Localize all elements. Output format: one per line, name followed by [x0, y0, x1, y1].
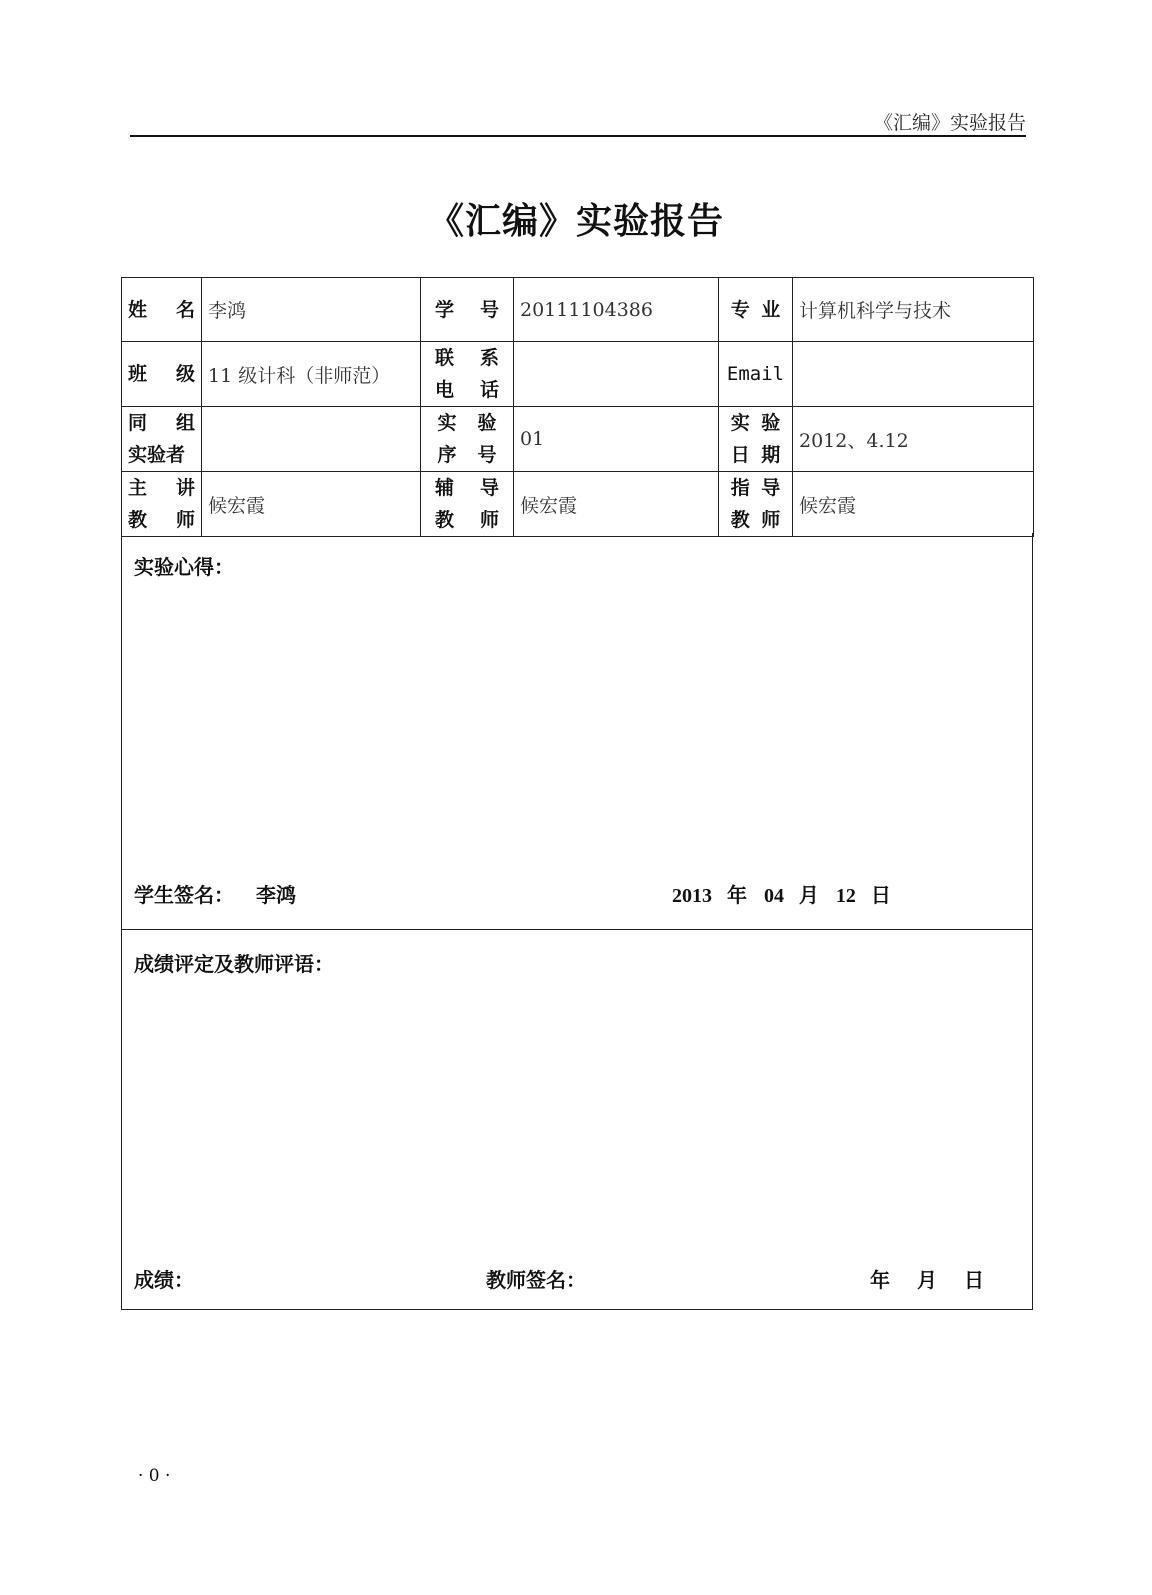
student-id-value: 20111104386	[514, 278, 719, 342]
student-signature-value: 李鸿	[256, 883, 296, 907]
student-info-table	[121, 277, 1034, 537]
experience-section	[121, 533, 1033, 930]
experiment-seq-value: 01	[514, 407, 719, 472]
score-label: 成绩：	[134, 1268, 194, 1292]
partner-value	[202, 407, 421, 472]
major-value: 计算机科学与技术	[793, 278, 1034, 342]
class-label: 班 级	[122, 342, 202, 407]
table-row	[122, 278, 1034, 342]
instructor-value: 候宏霞	[793, 472, 1034, 537]
header-rule	[130, 135, 1026, 137]
email-label: Email	[719, 342, 793, 407]
student-signature-label: 学生签名：	[134, 883, 234, 907]
experiment-date-value: 2012、4.12	[793, 407, 1034, 472]
running-header: 《汇编》实验报告	[873, 112, 1026, 134]
evaluation-section	[121, 930, 1033, 1310]
tutor-label: 辅 导 教 师	[421, 472, 514, 537]
student-id-label: 学 号	[421, 278, 514, 342]
partner-label: 同 组 实验者	[122, 407, 202, 472]
instructor-label: 指 导 教 师	[719, 472, 793, 537]
experiment-date-label: 实 验 日 期	[719, 407, 793, 472]
table-row	[122, 342, 1034, 407]
page-number: · 0 ·	[138, 1466, 171, 1486]
experiment-seq-label: 实 验 序 号	[421, 407, 514, 472]
major-label: 专 业	[719, 278, 793, 342]
lecturer-label: 主 讲 教 师	[122, 472, 202, 537]
evaluation-date: 年 月 日	[870, 1268, 984, 1292]
signature-date: 2013 年 04 月 12 日	[672, 883, 891, 907]
evaluation-label: 成绩评定及教师评语：	[134, 952, 334, 976]
experience-label: 实验心得：	[134, 555, 234, 579]
email-value	[793, 342, 1034, 407]
tutor-value: 候宏霞	[514, 472, 719, 537]
teacher-signature-label: 教师签名：	[486, 1268, 586, 1292]
document-title: 《汇编》实验报告	[427, 201, 724, 242]
class-value: 11 级计科（非师范）	[202, 342, 421, 407]
name-label: 姓 名	[122, 278, 202, 342]
name-value: 李鸿	[202, 278, 421, 342]
table-row	[122, 407, 1034, 472]
phone-label: 联 系 电 话	[421, 342, 514, 407]
phone-value	[514, 342, 719, 407]
lecturer-value: 候宏霞	[202, 472, 421, 537]
table-row	[122, 472, 1034, 537]
